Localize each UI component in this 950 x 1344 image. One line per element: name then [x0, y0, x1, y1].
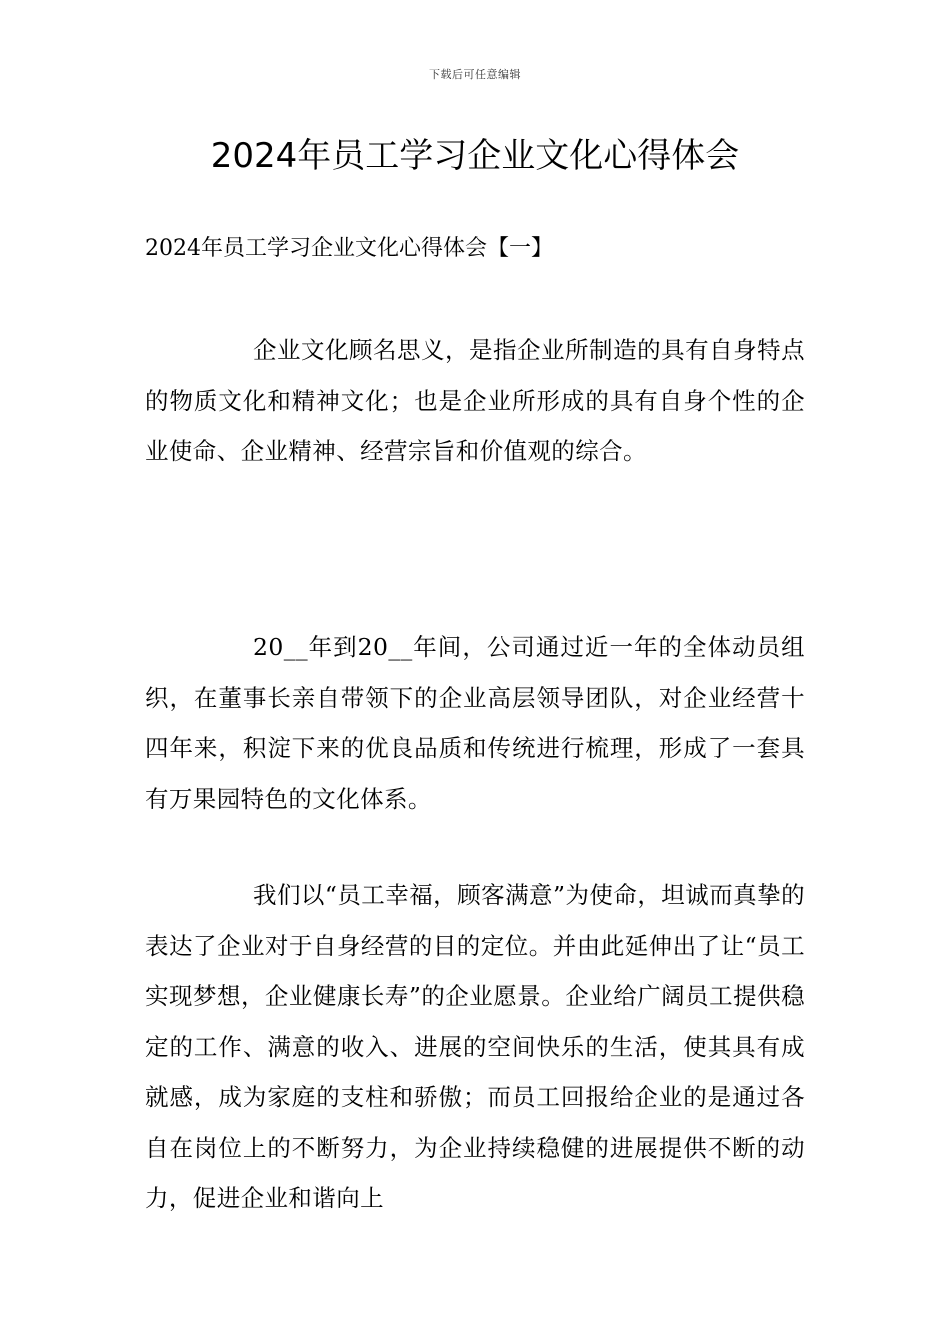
paragraph-3: 我们以“员工幸福，顾客满意”为使命，坦诚而真挚的表达了企业对于自身经营的目的定位。并由此延伸出了让“员工实现梦想，企业健康长寿”的企业愿景。企业给广阔员工提供稳定的工作、满意的收入、进展的空间快乐的生活，使其具有成就感，成为家庭的支柱和骄傲；而员工回报给企业的是通过各自在岗位上的不断努力，为企业持续稳健的进展提供不断的动力，促进企业和谐向上 [145, 881, 805, 1212]
header-note: 下载后可任意编辑 [429, 68, 521, 81]
paragraph-2: 20__年到20__年间，公司通过近一年的全体动员组织，在董事长亲自带领下的企业高层领导团队，对企业经营十四年来，积淀下来的优良品质和传统进行梳理，形成了一套具有万果园特色的文化体系。 [145, 633, 805, 813]
document-title: 2024年员工学习企业文化心得体会 [210, 136, 740, 176]
paragraph-1: 企业文化顾名思义，是指企业所制造的具有自身特点的物质文化和精神文化；也是企业所形成的具有自身个性的企业使命、企业精神、经营宗旨和价值观的综合。 [145, 336, 805, 465]
section-heading: 2024年员工学习企业文化心得体会【一】 [145, 236, 553, 261]
